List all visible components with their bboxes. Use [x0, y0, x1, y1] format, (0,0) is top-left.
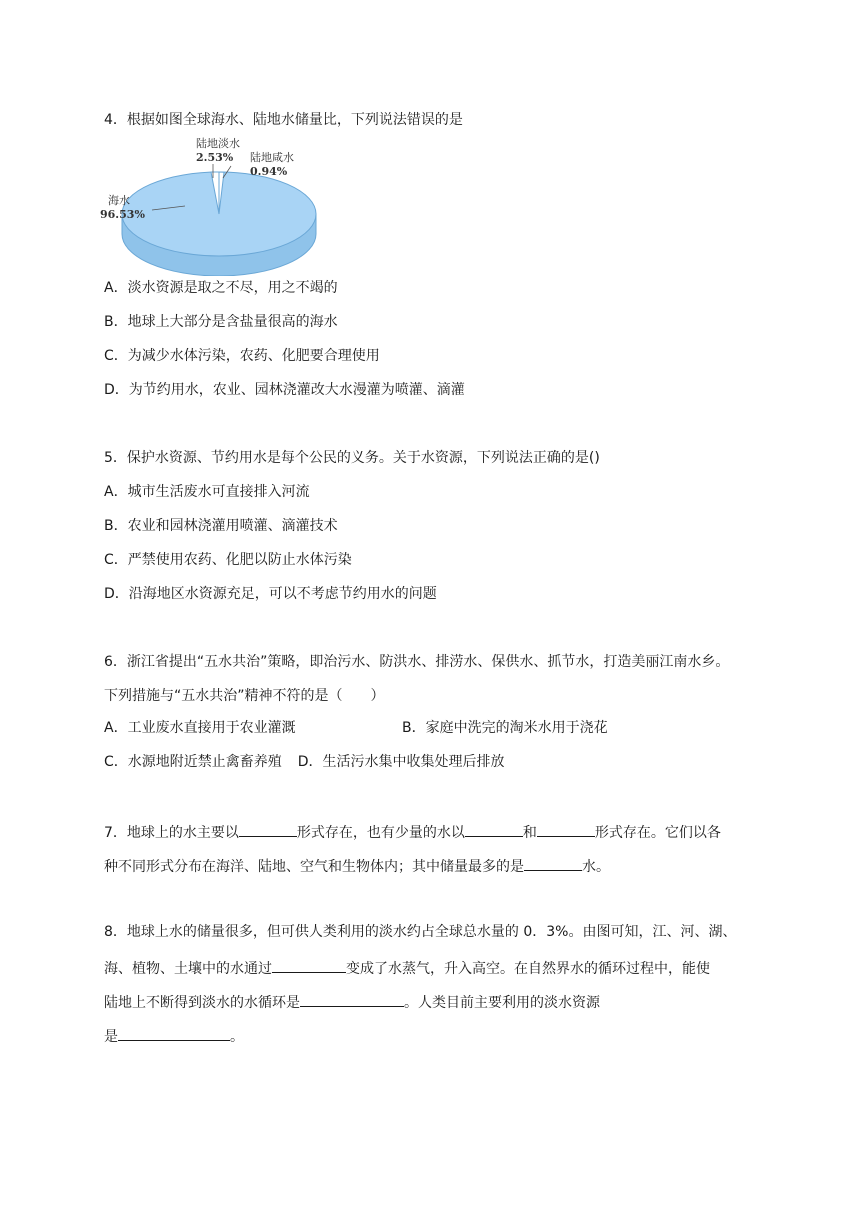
q6-option-c: C．水源地附近禁止禽畜养殖 [104, 754, 282, 770]
q6-stem-line1: 6．浙江省提出“五水共治”策略，即治污水、防洪水、排涝水、保供水、抓节水，打造美丽江南水乡。 [104, 654, 730, 670]
value-land-saltwater: 0.94% [250, 165, 288, 178]
q7-text-1: 7．地球上的水主要以 [104, 825, 239, 841]
q8-line1: 8．地球上水的储量很多，但可供人类利用的淡水约占全球总水量的 0．3%。由图可知，江、河、湖、 [104, 924, 737, 940]
q6-stem-line2: 下列措施与“五水共治”精神不符的是（ ） [104, 688, 385, 704]
q7-line2 [104, 854, 610, 877]
q4-option-d: D．为节约用水，农业、园林浇灌改大水漫灌为喷灌、滴灌 [104, 382, 465, 398]
q7-text-3: 和 [522, 825, 537, 841]
q7-text-5: 种不同形式分布在海洋、陆地、空气和生物体内；其中储量最多的是 [104, 859, 524, 875]
q4-option-b: B．地球上大部分是含盐量很高的海水 [104, 314, 338, 330]
q4-option-c: C．为减少水体污染，农药、化肥要合理使用 [104, 348, 380, 364]
label-land-freshwater: 陆地淡水 [196, 137, 240, 150]
q8-text-2: 变成了水蒸气，升入高空。在自然界水的循环过程中，能使 [346, 961, 710, 977]
q6-option-b: B．家庭中洗完的淘米水用于浇花 [402, 720, 608, 736]
q5-option-d: D．沿海地区水资源充足，可以不考虑节约用水的问题 [104, 586, 437, 602]
q7-text-6: 水。 [582, 859, 610, 875]
q7-text-4: 形式存在。它们以各 [594, 825, 721, 841]
q6-option-d: D．生活污水集中收集处理后排放 [297, 754, 505, 770]
q8-text-1: 海、植物、土壤中的水通过 [104, 961, 272, 977]
q4-stem: 4．根据如图全球海水、陆地水储量比，下列说法错误的是 [104, 112, 463, 128]
q8-line2 [104, 956, 710, 979]
q6-option-a: A．工业废水直接用于农业灌溉 [104, 720, 296, 736]
q5-stem: 5．保护水资源、节约用水是每个公民的义务。关于水资源，下列说法正确的是() [104, 450, 600, 466]
water-pie-chart [100, 134, 320, 276]
label-sea-water: 海水 [108, 194, 130, 207]
q7-line1 [104, 820, 721, 843]
q8-line4 [104, 1024, 244, 1047]
q5-option-b: B．农业和园林浇灌用喷灌、滴灌技术 [104, 518, 338, 534]
q8-blank-3[interactable] [118, 1024, 230, 1041]
label-land-saltwater: 陆地咸水 [250, 151, 294, 164]
q8-blank-2[interactable] [300, 990, 404, 1007]
q7-blank-2[interactable] [465, 820, 523, 837]
value-sea-water: 96.53% [100, 208, 145, 221]
q8-text-3: 陆地上不断得到淡水的水循环是 [104, 995, 300, 1011]
q7-blank-4[interactable] [524, 854, 582, 871]
q8-blank-1[interactable] [272, 956, 346, 973]
q4-option-a: A．淡水资源是取之不尽，用之不竭的 [104, 280, 338, 296]
q8-text-5: 是 [104, 1029, 118, 1045]
q6-options-cd [104, 752, 505, 772]
q8-text-6: 。 [230, 1029, 244, 1045]
q7-blank-3[interactable] [537, 820, 595, 837]
q7-text-2: 形式存在，也有少量的水以 [296, 825, 465, 841]
q8-text-4: 。人类目前主要利用的淡水资源 [404, 995, 600, 1011]
q5-option-a: A．城市生活废水可直接排入河流 [104, 484, 310, 500]
q5-option-c: C．严禁使用农药、化肥以防止水体污染 [104, 552, 352, 568]
q8-line3 [104, 990, 600, 1013]
value-land-freshwater: 2.53% [196, 151, 234, 164]
q7-blank-1[interactable] [239, 820, 297, 837]
